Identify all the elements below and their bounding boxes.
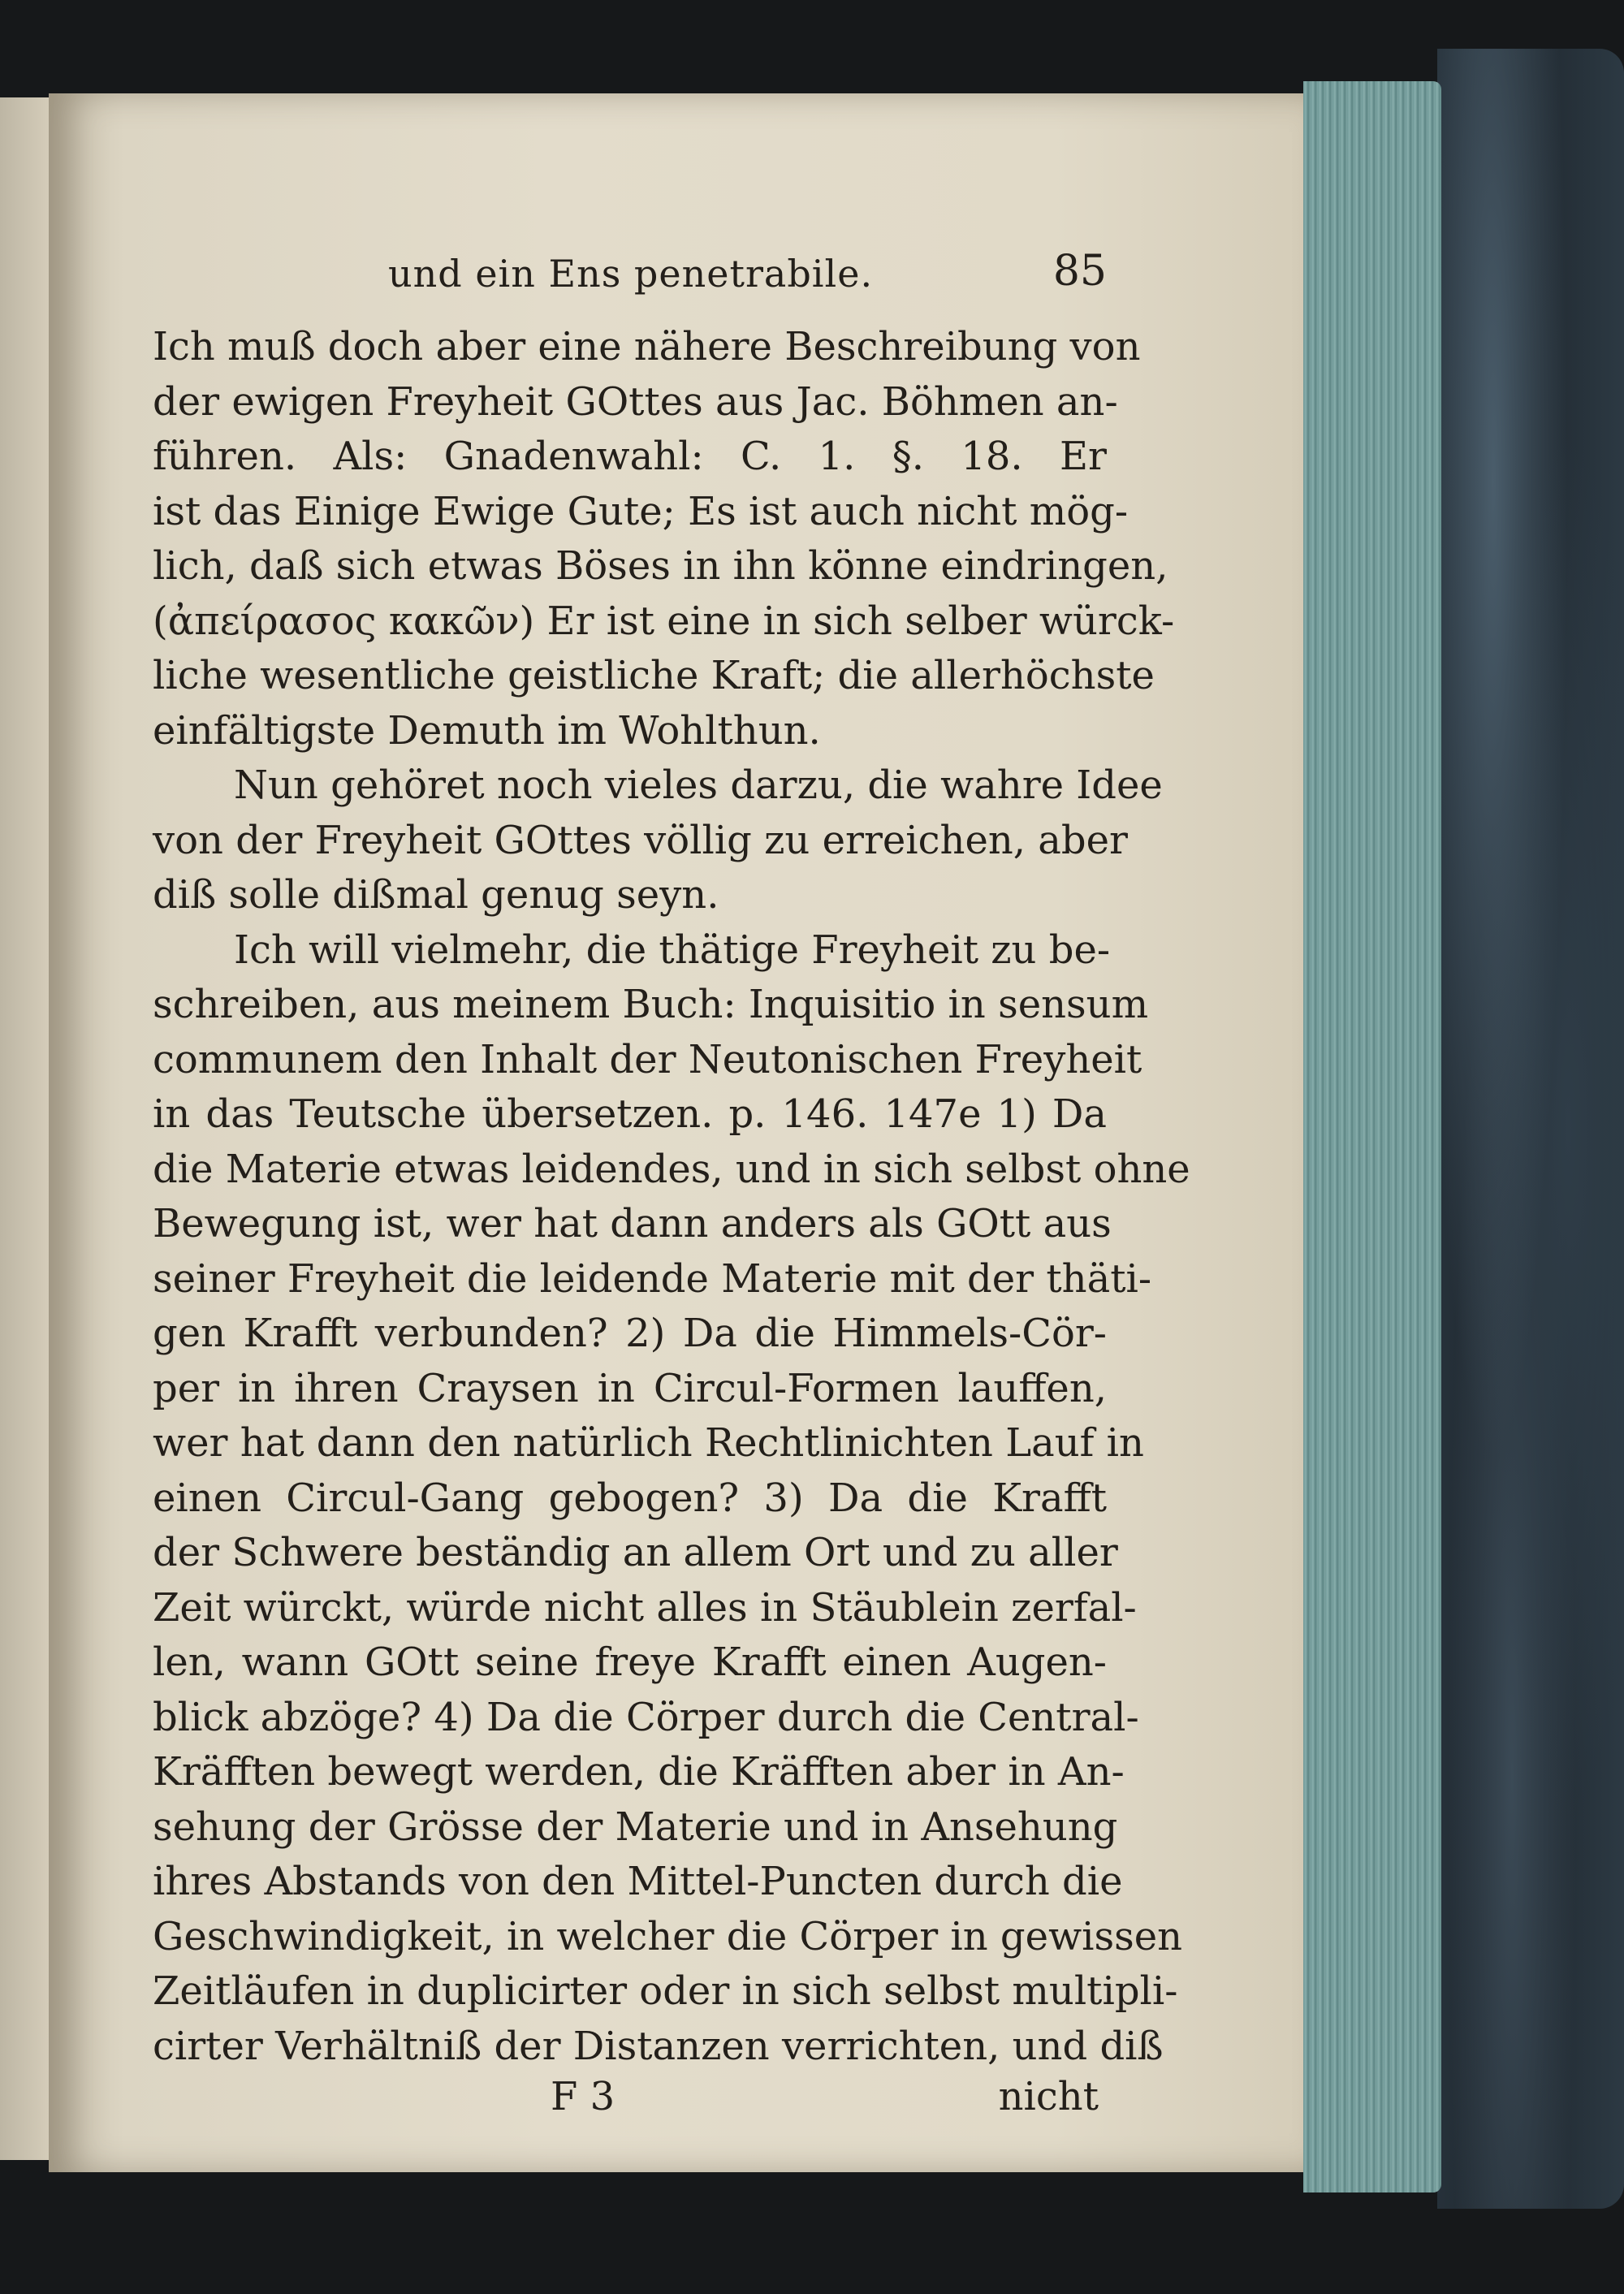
text-line: diß solle dißmal genug seyn. [153,872,719,918]
text-line: cirter Verhältniß der Distanzen verrichten, und diß [153,2023,1164,2069]
text-line: sehung der Grösse der Materie und in Ansehung [153,1804,1118,1850]
page-text [153,244,1190,2132]
text-line: Zeit würckt, würde nicht alles in Stäublein zerfal- [153,1584,1137,1631]
text-line: Ich muß doch aber eine nähere Beschreibung von [153,324,1141,369]
text-line: per in ihren Craysen in Circul-Formen lauffen, [153,1365,1107,1411]
text-line: Kräfften bewegt werden, die Kräfften aber in An- [153,1749,1125,1795]
catchword: nicht [998,2074,1099,2119]
page-block-edges [1303,81,1441,2192]
text-line: blick abzöge? 4) Da die Cörper durch die Central- [153,1694,1139,1740]
text-line: wer hat dann den natürlich Rechtlinichten Lauf in [153,1420,1144,1466]
text-line: communem den Inhalt der Neutonischen Freyheit [153,1036,1142,1082]
text-line: len, wann GOtt seine freye Krafft einen Augen- [153,1639,1107,1685]
text-line: seiner Freyheit die leidende Materie mit der thäti- [153,1255,1152,1302]
text-line: führen. Als: Gnadenwahl: C. 1. §. 18. Er [153,434,1107,479]
marbled-book-cover [1437,49,1624,2209]
text-line: Bewegung ist, wer hat dann anders als GOtt aus [153,1201,1112,1246]
text-line: der Schwere beständig an allem Ort und zu aller [153,1530,1118,1575]
running-head-title: und ein Ens penetrabile. [388,252,874,296]
page-number: 85 [1052,247,1107,296]
body-text [153,320,1190,2074]
text-line: lich, daß sich etwas Böses in ihn könne eindringen, [153,543,1168,589]
text-line: die Materie etwas leidendes, und in sich selbst ohne [153,1146,1190,1192]
page-footer [153,2074,1107,2132]
text-line: der ewigen Freyheit GOttes aus Jac. Böhmen an- [153,378,1118,425]
running-head [153,244,1107,300]
text-line: schreiben, aus meinem Buch: Inquisitio in sensum [153,982,1149,1027]
text-line: Ich will vielmehr, die thätige Freyheit zu be- [234,927,1111,973]
text-line: von der Freyheit GOttes völlig zu erreichen, aber [153,817,1128,863]
text-line: Zeitläufen in duplicirter oder in sich selbst multipli- [153,1968,1178,2014]
facing-page-edge [0,97,49,2160]
text-line: einfältigste Demuth im Wohlthun. [153,707,821,754]
text-line: Geschwindigkeit, in welcher die Cörper in gewissen [153,1913,1183,1959]
text-line: (ἀπείρασος κακῶν) Er ist eine in sich selber würck- [153,598,1175,644]
text-line: ihres Abstands von den Mittel-Puncten durch die [153,1859,1123,1904]
text-line: in das Teutsche übersetzen. p. 146. 147e 1) Da [153,1091,1107,1137]
text-line: Nun gehöret noch vieles darzu, die wahre Idee [234,763,1163,808]
text-line: gen Krafft verbunden? 2) Da die Himmels-Cör- [153,1311,1107,1356]
text-line: ist das Einige Ewige Gute; Es ist auch nicht mög- [153,488,1129,534]
signature-mark: F 3 [551,2074,615,2119]
text-line: liche wesentliche geistliche Kraft; die allerhöchste [153,653,1155,698]
text-line: einen Circul-Gang gebogen? 3) Da die Krafft [153,1475,1107,1521]
